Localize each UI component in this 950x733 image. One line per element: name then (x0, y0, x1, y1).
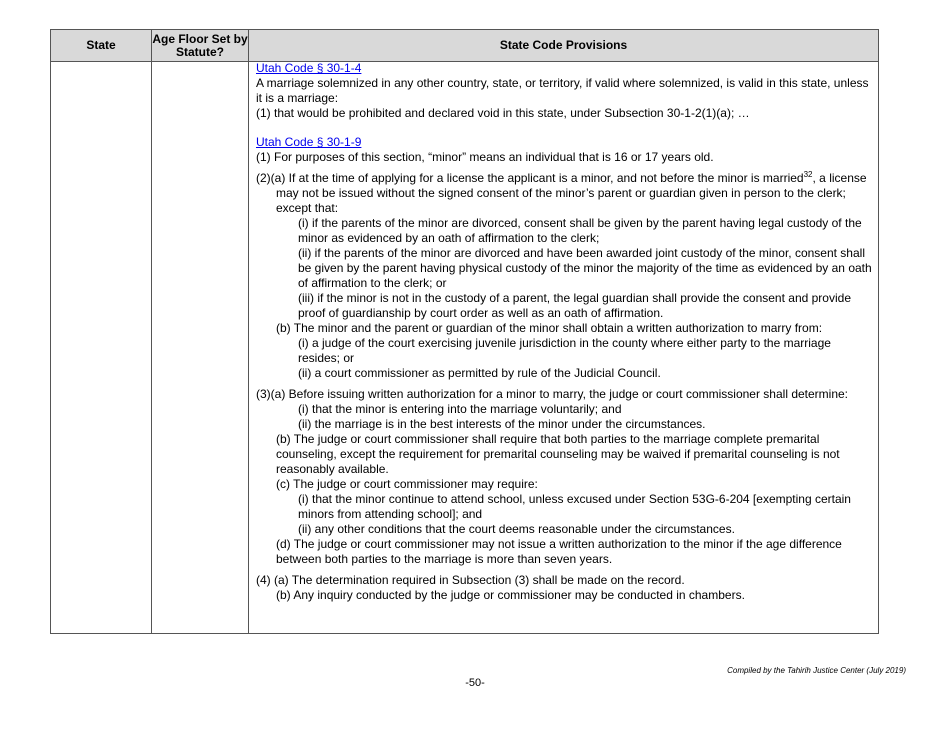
section-2a-i: (i) if the parents of the minor are divorced, consent shall be given by the parent having legal custody of the minor as evidenced by an oath of affirmation to the clerk; (298, 216, 862, 245)
header-age-floor: Age Floor Set by Statute? (152, 31, 248, 59)
utah-code-30-1-9-link[interactable]: Utah Code § 30-1-9 (256, 135, 362, 149)
section-3d: (d) The judge or court commissioner may not issue a written authorization to the minor if the age difference between both parties to the marriage is more than seven years. (276, 537, 842, 566)
section-2a-ii: (ii) if the parents of the minor are divorced and have been awarded joint custody of the minor, consent shall be given by the parent having physical custody of the minor the majority of the time as evidenced by an oath of affirmation to the clerk; or (298, 246, 872, 290)
section-2b-ii: (ii) a court commissioner as permitted by rule of the Judicial Council. (298, 366, 661, 380)
page-number: -50- (465, 677, 485, 689)
section-3a: (3)(a) Before issuing written authorization for a minor to marry, the judge or court commissioner shall determine: (256, 387, 849, 401)
section-2a: (2)(a) If at the time of applying for a license the applicant is a minor, and not before the minor is married$^{32}$, a license may not be issued without the signed consent of the minor’s parent or guardian given in person to the clerk; except that: (256, 170, 867, 215)
code1-item1: (1) that would be prohibited and declared void in this state, under Subsection 30-1-2(1)(a); … (256, 106, 750, 120)
utah-code-30-1-4-link[interactable]: Utah Code § 30-1-4 (256, 61, 362, 75)
column-divider (151, 30, 152, 633)
section-2b: (b) The minor and the parent or guardian of the minor shall obtain a written authorization to marry from: (276, 321, 823, 335)
code2-item1: (1) For purposes of this section, “minor” means an individual that is 16 or 17 years old. (256, 150, 714, 164)
section-4a: (4) (a) The determination required in Subsection (3) shall be made on the record. (256, 573, 685, 587)
section-4b: (b) Any inquiry conducted by the judge or commissioner may be conducted in chambers. (276, 588, 745, 602)
section-2b-i: (i) a judge of the court exercising juvenile jurisdiction in the county where either party to the marriage resides; or (298, 336, 831, 365)
section-3c-i: (i) that the minor continue to attend school, unless excused under Section 53G-6-204 [exempting certain minors from attending school]; and (298, 492, 851, 521)
code1-text: A marriage solemnized in any other country, state, or territory, if valid where solemnized, is valid in this state, unless it is a marriage: (256, 76, 869, 105)
column-divider (248, 30, 249, 633)
provisions-cell (256, 61, 872, 603)
header-provisions: State Code Provisions (499, 38, 628, 52)
table-header-row (51, 30, 878, 62)
provisions-table (50, 29, 879, 634)
section-3a-i: (i) that the minor is entering into the marriage voluntarily; and (298, 402, 622, 416)
section-3c-ii: (ii) any other conditions that the court deems reasonable under the circumstances. (298, 522, 735, 536)
header-state: State (86, 38, 116, 52)
section-2a-iii: (iii) if the minor is not in the custody of a parent, the legal guardian shall provide the consent and provide proof of guardianship by court order as well as an oath of affirmation. (298, 291, 851, 320)
section-3a-ii: (ii) the marriage is in the best interests of the minor under the circumstances. (298, 417, 706, 431)
footer-credit: Compiled by the Tahirih Justice Center (July 2019) (727, 666, 906, 675)
section-3b: (b) The judge or court commissioner shall require that both parties to the marriage complete premarital counseling, except the requirement for premarital counseling may be waived if premarital counseling is not reasonably available. (276, 432, 840, 476)
section-3c: (c) The judge or court commissioner may require: (276, 477, 538, 491)
